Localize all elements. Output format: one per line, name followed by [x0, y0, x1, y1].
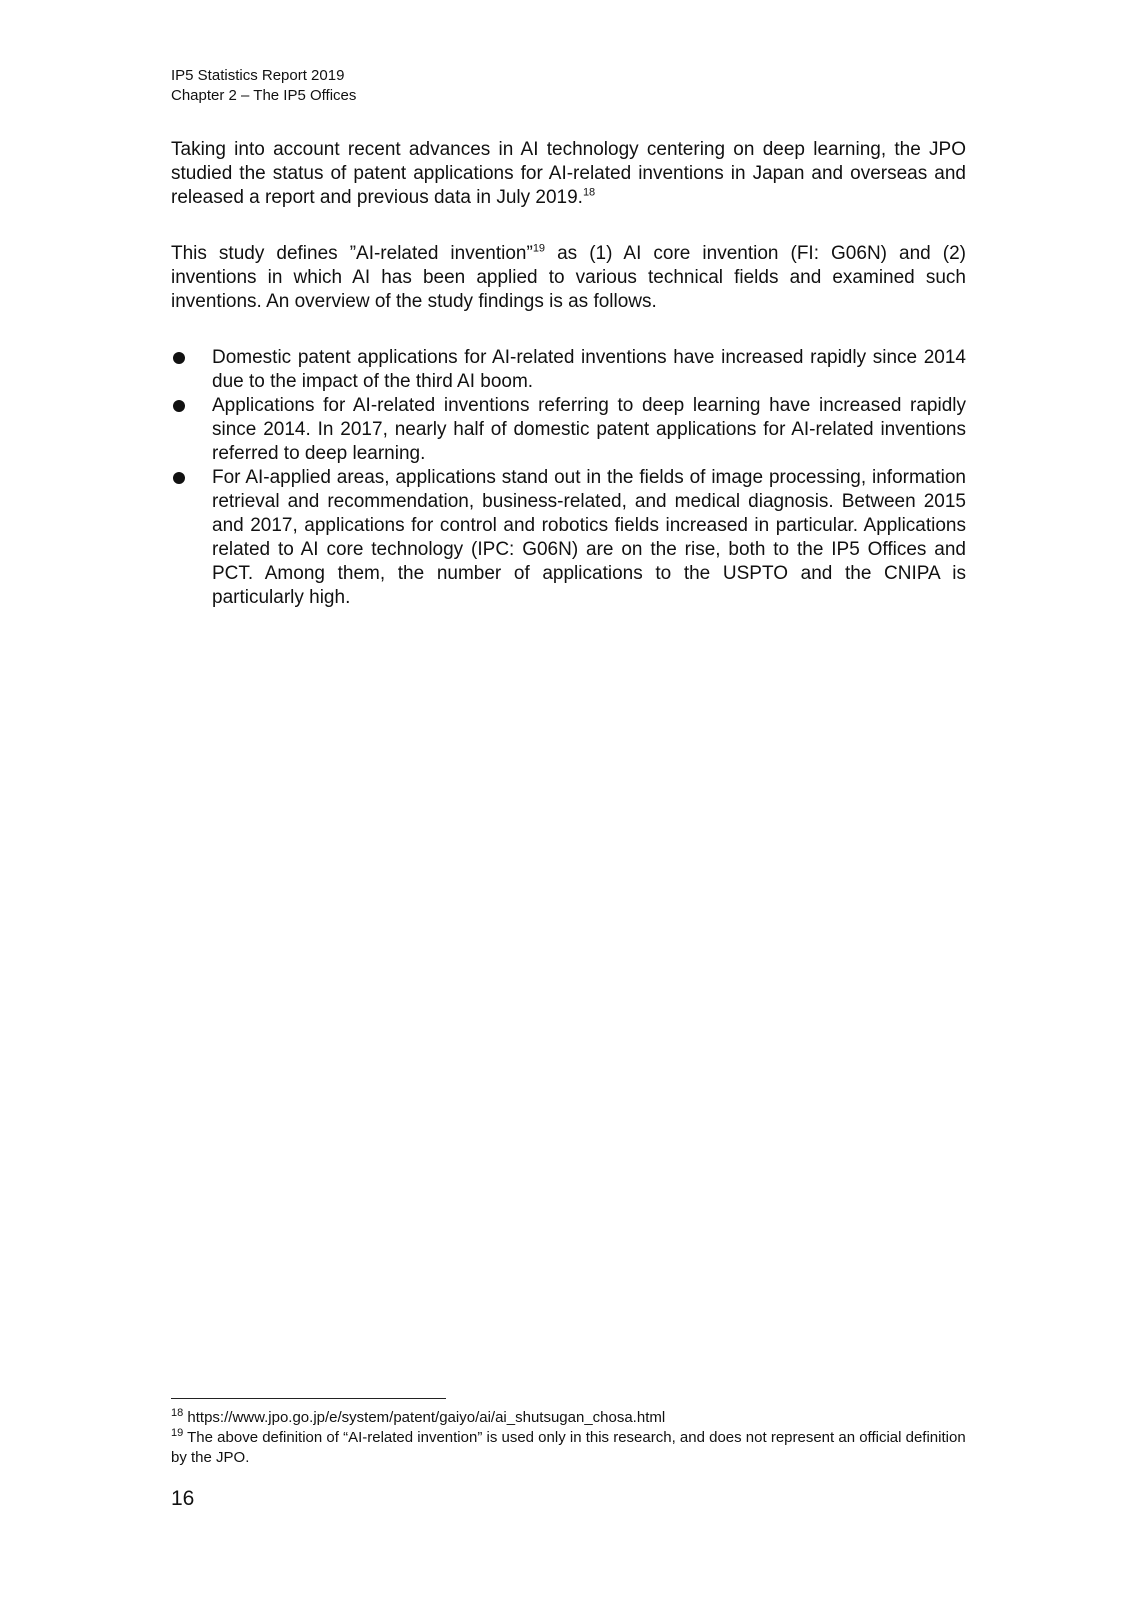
- footnote-text: The above definition of “AI-related invention” is used only in this research, and does not represent an official definition by the JPO.: [171, 1429, 966, 1466]
- chapter-title: Chapter 2 – The IP5 Offices: [171, 87, 357, 104]
- bullet-icon: [173, 352, 185, 364]
- footnote-number: 19: [171, 1427, 184, 1439]
- footnotes: [171, 1408, 966, 1468]
- bullet-icon: [173, 400, 185, 412]
- footnote-ref-19: 19: [532, 242, 546, 255]
- findings-list: [171, 346, 966, 610]
- definition-paragraph-text-after: as (1) AI core invention (FI: G06N) and (2) inventions in which AI has been applied to various technical fields and examined such inventions. An overview of the study findings is as follows.: [171, 243, 966, 312]
- report-title: IP5 Statistics Report 2019: [171, 67, 345, 84]
- footnote-number: 18: [171, 1407, 184, 1419]
- footnote-18: [171, 1408, 966, 1428]
- page-number: 16: [171, 1487, 195, 1510]
- list-item: [171, 394, 966, 466]
- footnote-19: [171, 1428, 966, 1468]
- list-item-text: Domestic patent applications for AI-related inventions have increased rapidly since 2014 due to the impact of the third AI boom.: [212, 347, 966, 392]
- footnote-divider: [171, 1398, 446, 1399]
- intro-paragraph: [171, 138, 966, 210]
- footnote-url: https://www.jpo.go.jp/e/system/patent/gaiyo/ai/ai_shutsugan_chosa.html: [183, 1409, 666, 1426]
- list-item-text: Applications for AI-related inventions referring to deep learning have increased rapidly since 2014. In 2017, nearly half of domestic patent applications for AI-related inventions referred to deep learning.: [212, 395, 966, 464]
- list-item: [171, 466, 966, 610]
- running-header: [171, 66, 356, 106]
- list-item-text: For AI-applied areas, applications stand out in the fields of image processing, information retrieval and recommendation, business-related, and medical diagnosis. Between 2015 and 2017, applications for control and robotics fields increased in particular. Applications related to AI core technology (IPC: G06N) are on the rise, both to the IP5 Offices and PCT. Among them, the number of applications to the USPTO and the CNIPA is particularly high.: [212, 467, 966, 608]
- intro-paragraph-text: Taking into account recent advances in AI technology centering on deep learning, the JPO studied the status of patent applications for AI-related inventions in Japan and overseas and released a report and previous data in July 2019.: [171, 139, 966, 208]
- definition-paragraph-text-before: This study defines ”AI-related invention”: [171, 243, 533, 264]
- list-item: [171, 346, 966, 394]
- footnote-ref-18: 18: [582, 186, 596, 199]
- bullet-icon: [173, 472, 185, 484]
- definition-paragraph: [171, 242, 966, 314]
